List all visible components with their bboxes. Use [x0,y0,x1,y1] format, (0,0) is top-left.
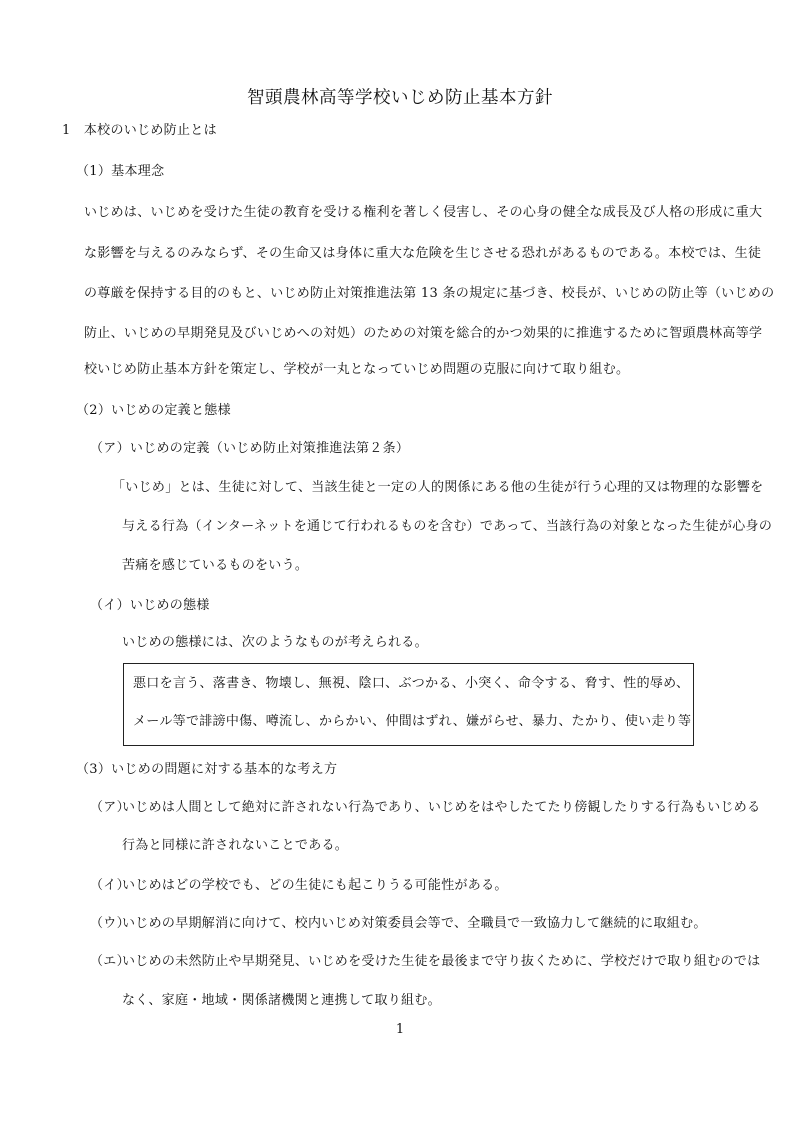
list-item-line: いじめは人間として絶対に許されない行為であり、いじめをはやしたてたり傍観したりする行為もいじめる [122,800,761,815]
page-title: 智頭農林高等学校いじめ防止基本方針 [247,88,553,108]
list-item-line: いじめの早期解消に向けて、校内いじめ対策委員会等で、全職員で一致協力して継続的に取組む。 [122,916,707,931]
paragraph-line: 「いじめ」とは、生徒に対して、当該生徒と一定の人的関係にある他の生徒が行う心理的又は物理的な影響を [112,480,764,495]
list-item-line: いじめはどの学校でも、どの生徒にも起こりうる可能性がある。 [122,878,508,893]
subsection-1-heading: （1）基本理念 [76,164,165,179]
list-item-line: いじめの未然防止や早期発見、いじめを受けた生徒を最後まで守り抜くために、学校だけで取り組むのでは [122,954,761,969]
subsection-2-heading: （2）いじめの定義と態様 [76,403,231,418]
list-item-line: なく、家庭・地域・関係諸機関と連携して取り組む。 [122,993,441,1008]
list-item-marker: （ウ） [90,916,130,931]
subsection-2b-heading: （イ）いじめの態様 [90,598,210,613]
paragraph-line: 校いじめ防止基本方針を策定し、学校が一丸となっていじめ問題の克服に向けて取り組む。 [84,362,630,377]
list-item-marker: （エ） [90,954,130,969]
section-1-heading: 1 本校のいじめ防止とは [62,123,217,138]
list-item-line: 行為と同様に許されないことである。 [122,838,349,853]
list-item-marker: （イ） [90,878,130,893]
paragraph-line: いじめは、いじめを受けた生徒の教育を受ける権利を著しく侵害し、その心身の健全な成長及び人格の形成に重大 [84,205,763,220]
page-number: 1 [395,1022,405,1037]
subsection-2a-heading: （ア）いじめの定義（いじめ防止対策推進法第２条） [90,441,410,456]
paragraph-line: いじめの態様には、次のようなものが考えられる。 [122,635,428,650]
paragraph-line: な影響を与えるのみならず、その生命又は身体に重大な危険を生じさせる恐れがあるものである。本校では、生徒 [84,246,762,261]
paragraph-line: の尊厳を保持する目的のもと、いじめ防止対策推進法第 13 条の規定に基づき、校長が、いじめの防止等（いじめの [84,286,775,301]
box-line: メール等で誹謗中傷、噂流し、からかい、仲間はずれ、嫌がらせ、暴力、たかり、使い走り等 [133,714,692,729]
subsection-3-heading: （3）いじめの問題に対する基本的な考え方 [76,762,338,777]
list-item-marker: （ア） [90,800,130,815]
paragraph-line: 苦痛を感じているものをいう。 [122,558,309,573]
paragraph-line: 与える行為（インターネットを通じて行われるものを含む）であって、当該行為の対象となった生徒が心身の [122,519,773,534]
paragraph-line: 防止、いじめの早期発見及びいじめへの対処）のための対策を総合的かつ効果的に推進するために智頭農林高等学 [84,326,763,341]
box-line: 悪口を言う、落書き、物壊し、無視、陰口、ぶつかる、小突く、命令する、脅す、性的辱め、 [133,676,690,691]
